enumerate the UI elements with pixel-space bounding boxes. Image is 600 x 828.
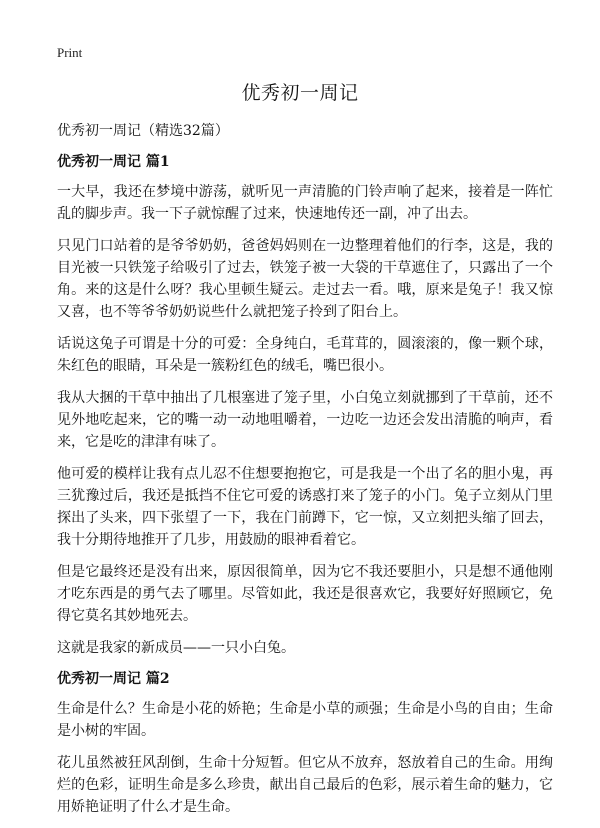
section-1-paragraph-3: 话说这兔子可谓是十分的可爱：全身纯白，毛茸茸的，圆滚滚的，像一颗个球，朱红色的眼睛，耳朵是一簇粉红色的绒毛，嘴巴很小。	[57, 336, 553, 374]
section-1-paragraph-6: 但是它最终还是没有出来，原因很简单，因为它不我还要胆小，只是想不通他刚才吃东西是的勇气去了哪里。尽管如此，我还是很喜欢它，我要好好照顾它，免得它莫名其妙地死去。	[57, 564, 553, 624]
section-1-paragraph-1: 一大早，我还在梦境中游荡，就听见一声清脆的门铃声响了起来，接着是一阵忙乱的脚步声。我一下子就惊醒了过来，快速地传还一副，冲了出去。	[57, 184, 553, 222]
section-1-paragraph-5: 他可爱的模样让我有点儿忍不住想要抱抱它，可是我是一个出了名的胆小鬼，再三犹豫过后，我还是抵挡不住它可爱的诱惑打来了笼子的小门。兔子立刻从门里探出了头来，四下张望了一下，我在门前蹲下，它一惊，又立刻把头缩了回去，我十分期待地推开了几步，用鼓励的眼神看着它。	[57, 466, 553, 548]
print-link[interactable]: Print	[57, 45, 83, 60]
article-subtitle: 优秀初一周记（精选32篇）	[57, 123, 229, 139]
page-title: 优秀初一周记	[241, 82, 359, 104]
section-2-paragraph-2: 花儿虽然被狂风刮倒，生命十分短暂。但它从不放弃，怒放着自己的生命。用绚烂的色彩，证明生命是多么珍贵，献出自己最后的色彩，展示着生命的魅力，它用娇艳证明了什么才是生命。	[57, 755, 553, 815]
section-heading-1: 优秀初一周记 篇1	[57, 154, 170, 170]
section-1-paragraph-7: 这就是我家的新成员——一只小白兔。	[57, 640, 295, 656]
section-1-paragraph-2: 只见门口站着的是爷爷奶奶，爸爸妈妈则在一边整理着他们的行李，这是，我的目光被一只铁笼子给吸引了过去，铁笼子被一大袋的干草遮住了，只露出了一个角。来的这是什么呀？我心里顿生疑云。走过去一看。哦，原来是兔子！我又惊又喜，也不等爷爷奶奶说些什么就把笼子拎到了阳台上。	[57, 238, 553, 320]
section-1-paragraph-4: 我从大捆的干草中抽出了几根塞进了笼子里，小白兔立刻就挪到了干草前，还不见外地吃起来，它的嘴一动一动地咀嚼着，一边吃一边还会发出清脆的响声，看来，它是吃的津津有味了。	[57, 390, 553, 450]
section-2-paragraph-1: 生命是什么？生命是小花的娇艳；生命是小草的顽强；生命是小鸟的自由；生命是小树的牢固。	[57, 701, 553, 739]
section-heading-2: 优秀初一周记 篇2	[57, 671, 170, 687]
article-body	[57, 121, 553, 828]
